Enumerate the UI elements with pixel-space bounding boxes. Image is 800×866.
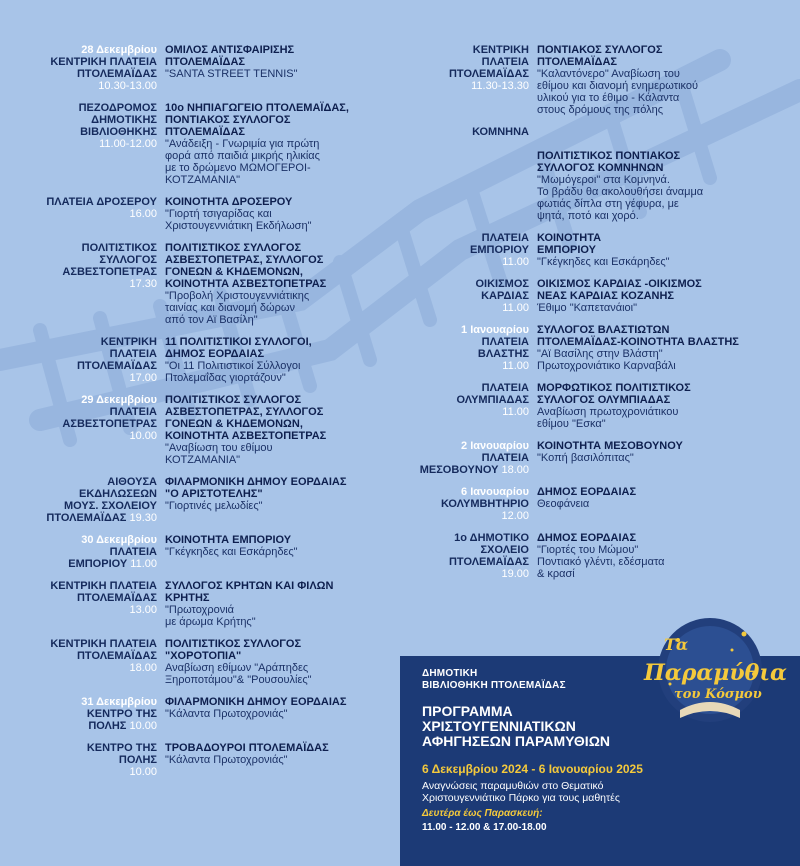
event-detail: "Οι 11 Πολιτιστικοί Σύλλογοι [165,360,301,372]
event-description [165,196,375,232]
event-detail: από τον Αϊ Βασίλη" [165,314,258,326]
right-schedule-column [380,44,800,590]
event-place-line: ΠΛΑΤΕΙΑ [109,406,157,418]
event-place-line: ΠΟΛΗΣ [118,754,157,766]
event-time: 13.00 [129,604,157,616]
event-description [165,102,375,186]
event-detail: Έθιμο "Καπετανάιοι" [537,302,637,314]
event-place-line: ΕΜΠΟΡΙΟΥ [470,244,529,256]
event-detail: "Αϊ Βασίλης στην Βλάστη" [537,348,663,360]
event-row [380,486,800,522]
event-place-line: ΚΕΝΤΡΙΚΗ [100,336,157,348]
event-detail: Πτολεμαΐδας γιορτάζουν" [165,372,286,384]
event-detail: "Κάλαντα Πρωτοχρονιάς" [165,754,288,766]
event-time: 17.30 [129,278,157,290]
event-organizer: ΣΥΛΛΟΓΟΣ ΟΛΥΜΠΙΑΔΑΣ [537,394,671,406]
event-place [380,440,537,476]
event-organizer: ΚΟΙΝΟΤΗΤΑ ΑΣΒΕΣΤΟΠΕΤΡΑΣ [165,278,327,290]
event-time: 11.00 [130,558,157,570]
event-row [0,102,375,186]
event-time: 11.00 [502,360,529,372]
event-place-line: ΑΣΒΕΣΤΟΠΕΤΡΑΣ [62,418,157,430]
event-description [537,486,800,522]
event-detail: "Καλαντόνερο" Αναβίωση του [537,68,680,80]
event-organizer: ΑΣΒΕΣΤΟΠΕΤΡΑΣ, ΣΥΛΛΟΓΟΣ [165,406,324,418]
event-date: 29 Δεκεμβρίου [81,394,157,406]
event-time: 19.30 [129,512,157,524]
logo-word-3: του Κόσμου [674,687,762,702]
event-organizer: ΚΡΗΤΗΣ [165,592,210,604]
event-time: 16.00 [129,208,157,220]
event-detail: υλικού για το έθιμο - Κάλαντα [537,92,680,104]
event-detail: Αναβίωση πρωτοχρονιάτικου [537,406,679,418]
event-row [380,44,800,116]
event-place-line: ΠΤΟΛΕΜΑΪΔΑΣ [76,68,157,80]
event-place-line [0,558,157,570]
event-detail: εθίμου "Εσκα" [537,418,606,430]
event-place-line: ΚΕΝΤΡΙΚΗ [472,44,529,56]
event-place [380,382,537,430]
event-time: 17.00 [129,372,157,384]
event-place-line: ΠΛΑΤΕΙΑ [481,336,529,348]
event-organizer: ΚΟΙΝΟΤΗΤΑ ΜΕΣΟΒΟΥΝΟΥ [537,440,683,452]
event-detail: Χριστουγεννιάτικη Εκδήλωση" [165,220,312,232]
event-place-line: ΚΕΝΤΡΙΚΗ ΠΛΑΤΕΙΑ [50,56,157,68]
event-organizer: ΣΥΛΛΟΓΟΣ ΒΛΑΣΤΙΩΤΩΝ [537,324,670,336]
event-place-line [380,464,529,476]
event-description [165,394,375,466]
event-place-line: ΠΟΛΙΤΙΣΤΙΚΟΣ [81,242,157,254]
event-description [165,44,375,92]
event-place [380,232,537,268]
event-description [537,324,800,372]
event-time: 18.00 [129,662,157,674]
event-organizer: ΔΗΜΟΣ ΕΟΡΔΑΙΑΣ [165,348,265,360]
event-place-line: ΑΣΒΕΣΤΟΠΕΤΡΑΣ [62,266,157,278]
event-place [380,126,537,222]
event-organizer: ΦΙΛΑΡΜΟΝΙΚΗ ΔΗΜΟΥ ΕΟΡΔΑΙΑΣ [165,476,347,488]
event-place [380,486,537,522]
event-organizer: ΦΙΛΑΡΜΟΝΙΚΗ ΔΗΜΟΥ ΕΟΡΔΑΙΑΣ [165,696,347,708]
event-organizer: ΑΣΒΕΣΤΟΠΕΤΡΑΣ, ΣΥΛΛΟΓΟΣ [165,254,324,266]
event-detail: "SANTA STREET TENNIS" [165,68,298,80]
event-row [380,232,800,268]
event-place-line [0,512,157,524]
event-detail: φορά από παιδιά μικρής ηλικίας [165,150,320,162]
event-description [165,242,375,326]
event-description [165,534,375,570]
event-place-line: ΚΟΛΥΜΒΗΤΗΡΙΟ [440,498,529,510]
event-place [0,742,165,778]
event-organizer: ΣΥΛΛΟΓΟΣ ΚΡΗΤΩΝ ΚΑΙ ΦΙΛΩΝ [165,580,334,592]
event-place-line [0,720,157,732]
event-detail: ΚΟΤΖΑΜΑΝΙΑ" [165,454,241,466]
event-place [380,324,537,372]
event-organizer: ΟΜΙΛΟΣ ΑΝΤΙΣΦΑΙΡΙΣΗΣ [165,44,295,56]
event-organizer: ΚΟΙΝΟΤΗΤΑ ΑΣΒΕΣΤΟΠΕΤΡΑΣ [165,430,327,442]
event-row [380,532,800,580]
event-time: 11.00-12.00 [99,138,157,150]
fairytales-logo [640,614,787,726]
event-place-last: ΜΕΣΟΒΟΥΝΟΥ [419,464,499,476]
event-row [380,126,800,222]
event-time: 11.30-13.30 [471,80,529,92]
event-detail: "Γκέγκηδες και Εσκάρηδες" [537,256,670,268]
event-detail: "Κάλαντα Πρωτοχρονιάς" [165,708,288,720]
event-description [165,580,375,628]
event-date: 6 Ιανουαρίου [461,486,529,498]
event-organizer: "Ο ΑΡΙΣΤΟΤΕΛΗΣ" [165,488,263,500]
event-time: 11.00 [502,406,529,418]
event-organizer [537,126,800,138]
event-organizer: ΓΟΝΕΩΝ & ΚΗΔΕΜΟΝΩΝ, [165,418,303,430]
event-place-line: ΠΛΑΤΕΙΑ ΔΡΟΣΕΡΟΥ [46,196,157,208]
event-place-line: ΠΛΑΤΕΙΑ [109,546,157,558]
logo-word-2: Παραμύθια [644,660,787,686]
event-place-line: ΠΤΟΛΕΜΑΪΔΑΣ [76,360,157,372]
event-row [380,382,800,430]
event-organizer: 11 ΠΟΛΙΤΙΣΤΙΚΟΙ ΣΥΛΛΟΓΟΙ, [165,336,312,348]
event-place-line: ΜΟΥΣ. ΣΧΟΛΕΙΟΥ [64,500,157,512]
event-description [537,126,800,222]
event-place-line: ΠΛΑΤΕΙΑ [481,56,529,68]
event-description [537,44,800,116]
event-detail: "Γιορτή τσιγαρίδας και [165,208,272,220]
event-organizer: ΚΟΙΝΟΤΗΤΑ [537,232,602,244]
logo-word-1: Τα [664,635,689,654]
event-detail: με άρωμα Κρήτης" [165,616,256,628]
program-hours: 11.00 - 12.00 & 17.00-18.00 [422,822,547,833]
event-row [0,534,375,570]
library-name: ΔΗΜΟΤΙΚΗ ΒΙΒΛΙΟΘΗΚΗ ΠΤΟΛΕΜΑΪΔΑΣ [422,668,566,691]
program-title: ΠΡΟΓΡΑΜΜΑ ΧΡΙΣΤΟΥΓΕΝΝΙΑΤΙΚΩΝ ΑΦΗΓΗΣΕΩΝ ΠΑΡΑΜΥΘΙΩΝ [422,703,611,749]
event-place [0,394,165,466]
event-organizer: "ΧΟΡΟΤΟΠΙΑ" [165,650,242,662]
event-organizer: ΠΟΝΤΙΑΚΟΣ ΣΥΛΛΟΓΟΣ [165,114,291,126]
event-date: 28 Δεκεμβρίου [81,44,157,56]
event-organizer: ΟΙΚΙΣΜΟΣ ΚΑΡΔΙΑΣ -ΟΙΚΙΣΜΟΣ [537,278,702,290]
event-description [165,638,375,686]
event-organizer: ΠΤΟΛΕΜΑΪΔΑΣ [165,126,246,138]
event-detail: Αναβίωση εθίμων "Αράπηδες [165,662,309,674]
event-date: 30 Δεκεμβρίου [81,534,157,546]
event-place-line: ΠΤΟΛΕΜΑΪΔΑΣ [448,68,529,80]
event-place-line: ΠΤΟΛΕΜΑΪΔΑΣ [76,592,157,604]
event-description [537,382,800,430]
event-detail: ψητά, ποτό και χορό. [537,210,639,222]
event-place-line: ΠΛΑΤΕΙΑ [481,232,529,244]
event-detail: Ξηροποτάμου"& "Ρουσουλίες" [165,674,312,686]
event-place-line: ΒΛΑΣΤΗΣ [477,348,529,360]
event-place [0,242,165,326]
event-detail: "Ανάδειξη - Γνωριμία για πρώτη [165,138,320,150]
event-description [165,336,375,384]
event-time: 10.30-13.00 [98,80,157,92]
event-time: 10.00 [129,430,157,442]
event-organizer: ΕΜΠΟΡΙΟΥ [537,244,596,256]
event-description [537,232,800,268]
event-description [537,278,800,314]
event-detail: & κρασί [537,568,575,580]
event-place [0,102,165,186]
event-detail: εθίμου και διανομή ενημερωτικού [537,80,699,92]
event-organizer: ΠΤΟΛΕΜΑΪΔΑΣ-ΚΟΙΝΟΤΗΤΑ ΒΛΑΣΤΗΣ [537,336,739,348]
event-organizer: ΠΟΝΤΙΑΚΟΣ ΣΥΛΛΟΓΟΣ [537,44,663,56]
event-place [0,638,165,686]
event-place [0,44,165,92]
program-note: Αναγνώσεις παραμυθιών στο Θεματικό Χριστουγεννιάτικο Πάρκο για τους μαθητές [422,780,620,804]
event-time: 10.00 [129,766,157,778]
event-place-line: ΕΚΔΗΛΩΣΕΩΝ [79,488,157,500]
event-detail: Πρωτοχρονιάτικο Καρναβάλι [537,360,676,372]
event-organizer: ΜΟΡΦΩΤΙΚΟΣ ΠΟΛΙΤΙΣΤΙΚΟΣ [537,382,691,394]
event-row [380,440,800,476]
event-description [537,532,800,580]
event-place-line: ΠΕΖΟΔΡΟΜΟΣ [78,102,157,114]
event-detail: Θεοφάνεια [537,498,590,510]
event-organizer: ΠΟΛΙΤΙΣΤΙΚΟΣ ΣΥΛΛΟΓΟΣ [165,638,302,650]
event-organizer: ΓΟΝΕΩΝ & ΚΗΔΕΜΟΝΩΝ, [165,266,303,278]
event-date: 1 Ιανουαρίου [461,324,529,336]
event-organizer: ΚΟΙΝΟΤΗΤΑ ΕΜΠΟΡΙΟΥ [165,534,292,546]
event-place-line: ΠΤΟΛΕΜΑΪΔΑΣ [448,556,529,568]
event-organizer: ΣΥΛΛΟΓΟΣ ΚΟΜΝΗΝΩΝ [537,162,664,174]
event-organizer: 10ο ΝΗΠΙΑΓΩΓΕΙΟ ΠΤΟΛΕΜΑΪΔΑΣ, [165,102,349,114]
event-description [165,742,375,778]
event-row [0,742,375,778]
event-detail: "Πρωτοχρονιά [165,604,235,616]
event-place-last: ΠΟΛΗΣ [88,720,127,732]
event-detail: φωτιάς δίπλα στη γέφυρα, με [537,198,679,210]
event-place [380,44,537,116]
event-place-line: ΚΕΝΤΡΟ ΤΗΣ [86,742,157,754]
left-schedule-column [0,44,375,788]
event-place-line: ΚΑΡΔΙΑΣ [481,290,529,302]
event-place [0,476,165,524]
event-detail: "Γκέγκηδες και Εσκάρηδες" [165,546,298,558]
event-organizer: ΠΤΟΛΕΜΑΪΔΑΣ [165,56,246,68]
event-place-line: ΚΕΝΤΡΙΚΗ ΠΛΑΤΕΙΑ [50,580,157,592]
event-organizer: ΤΡΟΒΑΔΟΥΡΟΙ ΠΤΟΛΕΜΑΪΔΑΣ [165,742,329,754]
event-detail: "Γιορτινές μελωδίες" [165,500,263,512]
event-place [0,696,165,732]
event-row [0,580,375,628]
event-date: 31 Δεκεμβρίου [81,696,157,708]
event-place-line: ΠΤΟΛΕΜΑΪΔΑΣ [76,650,157,662]
event-organizer: ΠΟΛΙΤΙΣΤΙΚΟΣ ΠΟΝΤΙΑΚΟΣ [537,150,681,162]
event-detail: "Αναβίωση του εθίμου [165,442,273,454]
event-place [0,534,165,570]
event-place-line: 1ο ΔΗΜΟΤΙΚΟ [454,532,529,544]
event-date: 2 Ιανουαρίου [461,440,529,452]
event-place-last: ΕΜΠΟΡΙΟΥ [68,558,128,570]
event-row [0,196,375,232]
event-organizer: ΚΟΙΝΟΤΗΤΑ ΔΡΟΣΕΡΟΥ [165,196,293,208]
event-organizer: ΝΕΑΣ ΚΑΡΔΙΑΣ ΚΟΖΑΝΗΣ [537,290,675,302]
event-description [165,696,375,732]
event-place-line: ΟΛΥΜΠΙΑΔΑΣ [456,394,529,406]
event-detail: ταινίας και διανομή δώρων [165,302,295,314]
event-place-line: ΑΙΘΟΥΣΑ [107,476,157,488]
program-period: 6 Δεκεμβρίου 2024 - 6 Ιανουαρίου 2025 [422,762,643,776]
event-description [537,440,800,476]
event-place [0,196,165,232]
event-place-line: ΠΛΑΤΕΙΑ [481,382,529,394]
event-detail: "Μωμόγεροι" στα Κομνηνά. [537,174,670,186]
event-place [0,336,165,384]
event-detail: "Γιορτές του Μώμου" [537,544,639,556]
event-place-line: ΠΛΑΤΕΙΑ [481,452,529,464]
event-place-line: ΚΕΝΤΡΟ ΤΗΣ [86,708,157,720]
event-detail: "Κοπή βασιλόπιτας" [537,452,634,464]
event-place-line: ΚΟΜΝΗΝΑ [472,126,529,138]
event-place-line: ΣΥΛΛΟΓΟΣ [99,254,157,266]
event-place [0,580,165,628]
event-row [0,242,375,326]
event-row [0,44,375,92]
event-detail: Ποντιακό γλέντι, εδέσματα [537,556,665,568]
event-place-line: ΔΗΜΟΤΙΚΗΣ [91,114,157,126]
event-detail: ΚΟΤΖΑΜΑΝΙΑ" [165,174,241,186]
event-time: 11.00 [502,302,529,314]
event-row [0,638,375,686]
event-place [380,532,537,580]
event-detail: με το δρώμενο ΜΩΜΟΓΕΡΟΙ- [165,162,311,174]
event-detail: στους δρόμους της πόλης [537,104,664,116]
event-place [380,278,537,314]
event-time: 10.00 [129,720,157,732]
event-row [380,278,800,314]
event-row [0,476,375,524]
event-organizer: ΠΟΛΙΤΙΣΤΙΚΟΣ ΣΥΛΛΟΓΟΣ [165,394,302,406]
event-time: 11.00 [502,256,529,268]
event-detail: Το βράδυ θα ακολουθήσει άναμμα [537,186,704,198]
event-organizer: ΠΟΛΙΤΙΣΤΙΚΟΣ ΣΥΛΛΟΓΟΣ [165,242,302,254]
event-time: 18.00 [501,464,529,476]
event-place-line: ΟΙΚΙΣΜΟΣ [475,278,529,290]
event-place-line: ΠΛΑΤΕΙΑ [109,348,157,360]
event-place-last: ΠΤΟΛΕΜΑΪΔΑΣ [46,512,127,524]
event-time: 12.00 [501,510,529,522]
event-row [0,696,375,732]
event-place-line: ΒΙΒΛΙΟΘΗΚΗΣ [80,126,157,138]
event-description [165,476,375,524]
event-time: 19.00 [501,568,529,580]
event-organizer: ΠΤΟΛΕΜΑΪΔΑΣ [537,56,618,68]
event-detail: "Προβολή Χριστουγεννιάτικης [165,290,310,302]
event-row [0,394,375,466]
event-organizer [537,138,800,150]
event-place-line: ΚΕΝΤΡΙΚΗ ΠΛΑΤΕΙΑ [50,638,157,650]
event-place-line: ΣΧΟΛΕΙΟ [480,544,529,556]
event-row [0,336,375,384]
event-organizer: ΔΗΜΟΣ ΕΟΡΔΑΙΑΣ [537,486,637,498]
event-organizer: ΔΗΜΟΣ ΕΟΡΔΑΙΑΣ [537,532,637,544]
program-days: Δευτέρα έως Παρασκευή: [422,808,543,819]
event-row [380,324,800,372]
